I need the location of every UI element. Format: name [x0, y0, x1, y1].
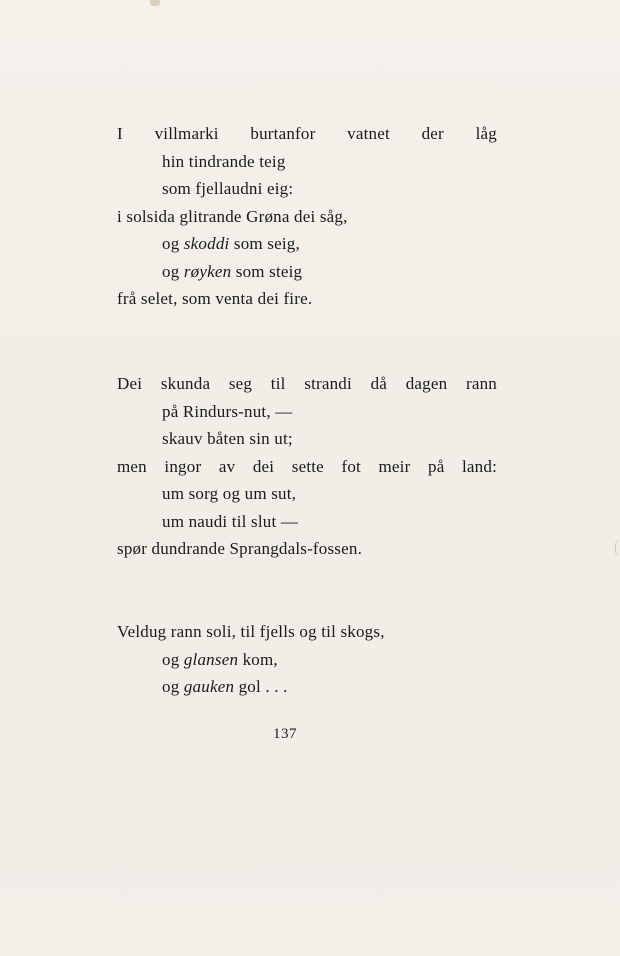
italic-word: glansen: [183, 649, 239, 669]
poem-line: men ingor av dei sette fot meir på land:: [117, 456, 497, 476]
poem-line: som fjellaudni eig:: [162, 179, 294, 198]
line-text: og: [162, 677, 184, 696]
line-text: kom,: [238, 649, 278, 669]
line-text: gol . . .: [234, 677, 288, 696]
poem-line: hin tindrande teig: [162, 151, 286, 171]
poem-line: spør dundrande Sprangdals-fossen.: [117, 539, 363, 558]
italic-word: gauken: [183, 677, 235, 696]
poem-line: [117, 673, 497, 701]
stanza-3: [117, 618, 497, 701]
paper-speck: [150, 0, 160, 6]
poem-line: skauv båten sin ut;: [162, 429, 293, 448]
poem-line: [117, 230, 497, 258]
page-edge-mark: [615, 540, 620, 556]
page-number: 137: [273, 726, 297, 742]
line-text: som seig,: [229, 234, 300, 253]
poem-line: i solsida glitrande Grøna dei såg,: [117, 206, 348, 226]
italic-word: røyken: [183, 261, 232, 281]
poem-line: Dei skunda seg til strandi då dagen rann: [117, 374, 497, 393]
line-text: og: [162, 649, 184, 669]
poem-line: um sorg og um sut,: [162, 484, 297, 503]
poem-line: frå selet, som venta dei fire.: [117, 289, 313, 308]
stanza-1: [117, 120, 497, 313]
poem-line: på Rindurs-nut, —: [162, 401, 293, 421]
poem-line: um naudi til slut —: [162, 511, 299, 531]
poem-line: [117, 646, 497, 674]
stanza-2: [117, 370, 497, 563]
line-text: som steig: [231, 261, 303, 281]
italic-word: skoddi: [183, 234, 230, 253]
poem-line: Veldug rann soli, til fjells og til skogs,: [117, 622, 385, 641]
line-text: og: [162, 261, 184, 281]
line-text: og: [162, 234, 184, 253]
poem-line: [117, 258, 497, 286]
poem-line: I villmarki burtanfor vatnet der låg: [117, 124, 497, 143]
